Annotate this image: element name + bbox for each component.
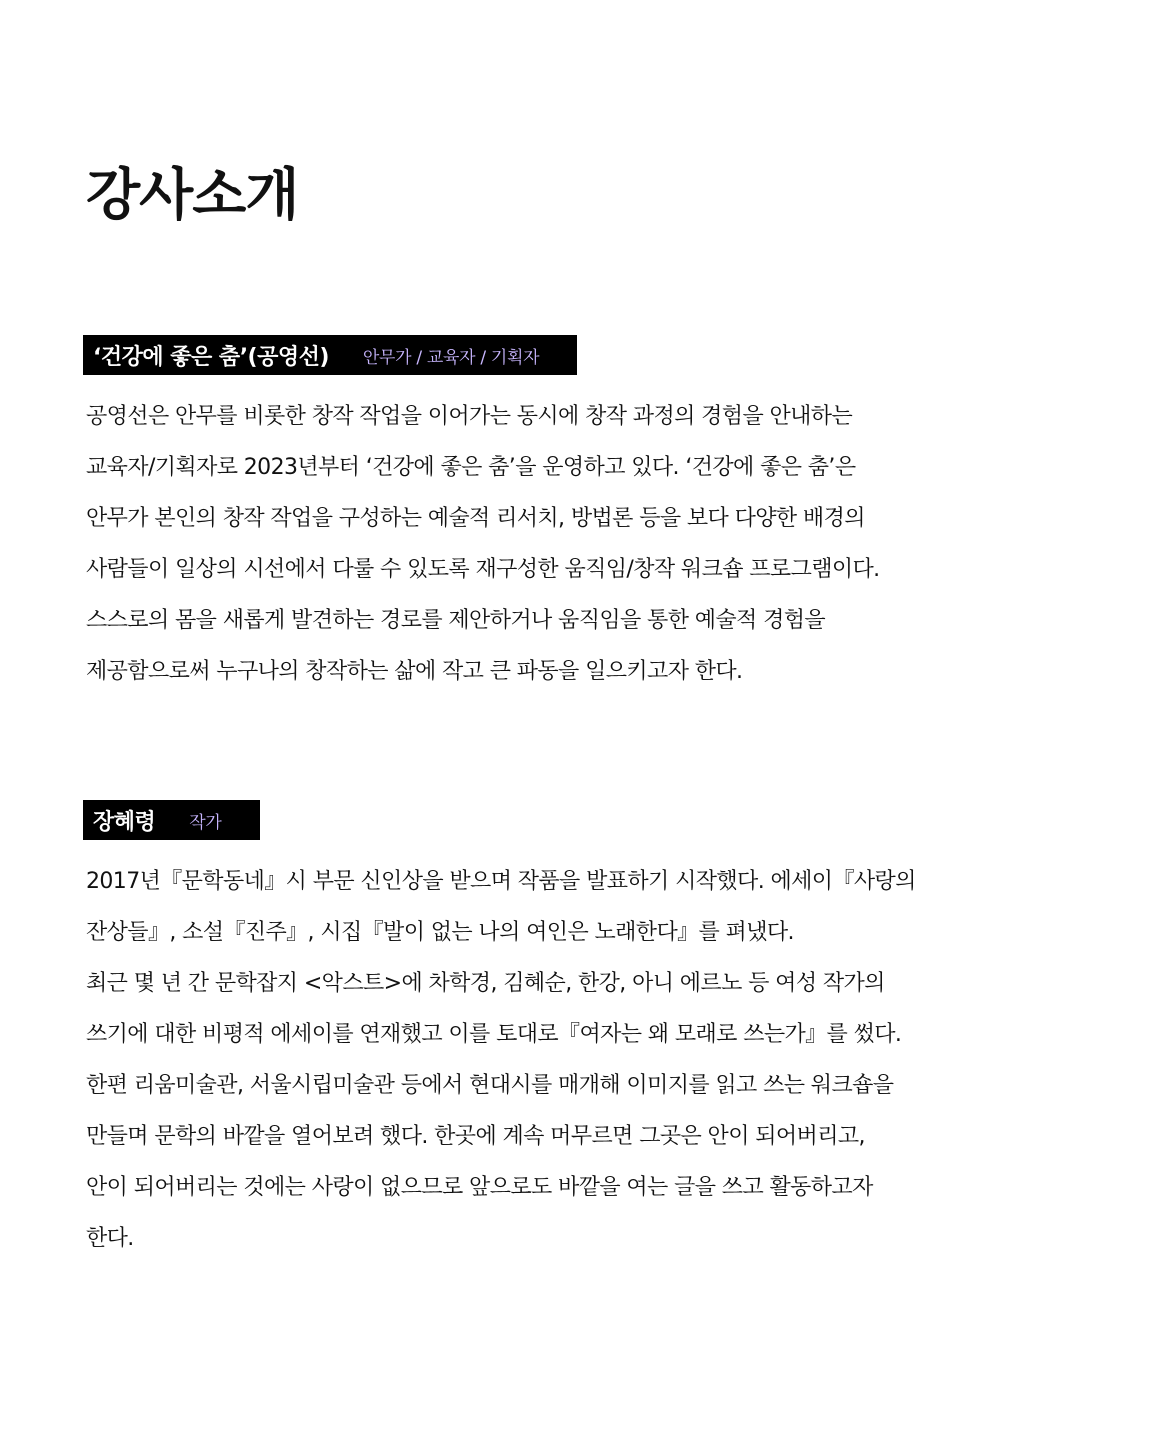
bio-line: 제공함으로써 누구나의 창작하는 삶에 작고 큰 파동을 일으키고자 한다. bbox=[86, 659, 743, 684]
instructor-bio bbox=[83, 856, 1063, 1264]
bio-line: 잔상들』, 소설『진주』, 시집『발이 없는 나의 여인은 노래한다』를 펴냈다. bbox=[86, 920, 794, 945]
instructor-section-kong bbox=[83, 335, 1063, 697]
instructor-name-bar bbox=[83, 335, 577, 375]
bio-line: 쓰기에 대한 비평적 에세이를 연재했고 이를 토대로『여자는 왜 모래로 쓰는가』를 썼다. bbox=[86, 1022, 902, 1047]
page-title: 강사소개 bbox=[86, 163, 299, 228]
bio-line: 만들며 문학의 바깥을 열어보려 했다. 한곳에 계속 머무르면 그곳은 안이 되어버리고, bbox=[86, 1124, 865, 1149]
bio-line: 안무가 본인의 창작 작업을 구성하는 예술적 리서치, 방법론 등을 보다 다양한 배경의 bbox=[86, 506, 865, 531]
instructor-bio bbox=[83, 391, 1063, 697]
bio-line: 한다. bbox=[86, 1226, 134, 1251]
instructor-role: 안무가 / 교육자 / 기획자 bbox=[362, 347, 540, 368]
bio-line: 공영선은 안무를 비롯한 창작 작업을 이어가는 동시에 창작 과정의 경험을 안내하는 bbox=[86, 404, 853, 429]
instructor-name: ‘건강에 좋은 춤’(공영선) bbox=[93, 344, 329, 370]
bio-line: 사람들이 일상의 시선에서 다룰 수 있도록 재구성한 움직임/창작 워크숍 프로그램이다. bbox=[86, 557, 880, 582]
instructor-name: 장혜령 bbox=[93, 809, 156, 835]
bio-line: 안이 되어버리는 것에는 사랑이 없으므로 앞으로도 바깥을 여는 글을 쓰고 활동하고자 bbox=[86, 1175, 873, 1200]
bio-line: 2017년『문학동네』시 부문 신인상을 받으며 작품을 발표하기 시작했다. 에세이『사랑의 bbox=[86, 869, 916, 894]
bio-line: 한편 리움미술관, 서울시립미술관 등에서 현대시를 매개해 이미지를 읽고 쓰는 워크숍을 bbox=[86, 1073, 894, 1098]
instructor-name-bar bbox=[83, 800, 260, 840]
instructor-role: 작가 bbox=[189, 812, 222, 833]
bio-line: 교육자/기획자로 2023년부터 ‘건강에 좋은 춤’을 운영하고 있다. ‘건강에 좋은 춤’은 bbox=[86, 455, 856, 480]
bio-line: 최근 몇 년 간 문학잡지 <악스트>에 차학경, 김혜순, 한강, 아니 에르노 등 여성 작가의 bbox=[86, 971, 885, 996]
bio-line: 스스로의 몸을 새롭게 발견하는 경로를 제안하거나 움직임을 통한 예술적 경험을 bbox=[86, 608, 826, 633]
instructor-section-jang bbox=[83, 800, 1063, 1264]
